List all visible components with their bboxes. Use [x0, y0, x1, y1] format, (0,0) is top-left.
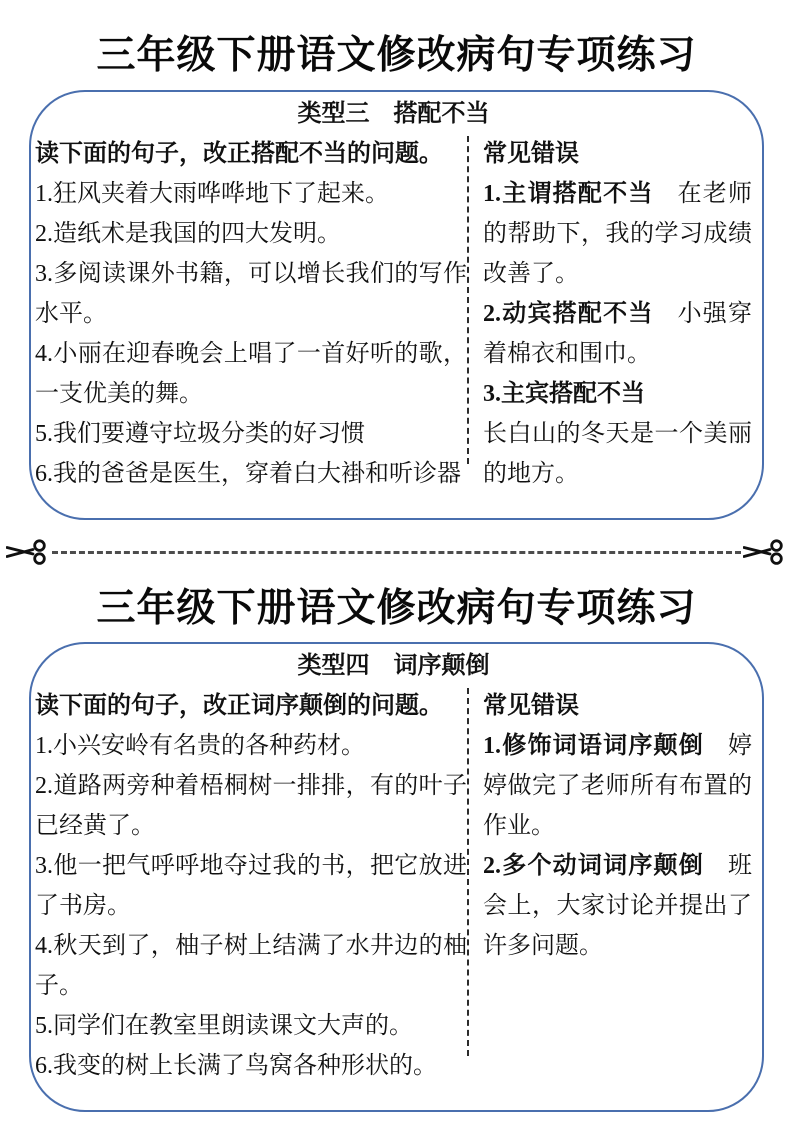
error-example-text: 婷婷做完了老师所有布置的作业。 [483, 733, 752, 839]
error-type-label: 2.多个动词词序颠倒 [483, 853, 704, 879]
worksheet-title: 三年级下册语文修改病句专项练习 [96, 34, 697, 77]
error-entry [483, 294, 752, 374]
two-column-layout [35, 686, 752, 1086]
type-subtitle: 类型四 词序颠倒 [297, 653, 490, 679]
exercise-item: 3.他一把气呼呼地夺过我的书，把它放进了书房。 [35, 853, 467, 919]
errors-heading: 常见错误 [483, 693, 579, 719]
error-type-label: 1.修饰词语词序颠倒 [483, 733, 704, 759]
column-divider [467, 136, 469, 464]
error-example-text: 班会上，大家讨论并提出了许多问题。 [483, 853, 752, 959]
exercise-item: 5.我们要遵守垃圾分类的好习惯 [35, 421, 365, 447]
worksheet-title: 三年级下册语文修改病句专项练习 [96, 587, 697, 630]
exercise-item: 4.秋天到了，柚子树上结满了水井边的柚子。 [35, 933, 467, 999]
exercise-heading: 读下面的句子，改正词序颠倒的问题。 [35, 693, 443, 719]
exercise-item: 1.狂风夹着大雨哗哗地下了起来。 [35, 181, 389, 207]
content-box [29, 90, 764, 520]
type-subtitle: 类型三 搭配不当 [297, 101, 490, 127]
error-entry [483, 374, 752, 494]
common-errors-column [483, 134, 752, 494]
scissors-icon [6, 537, 50, 567]
error-type-label: 3.主宾搭配不当 [483, 381, 645, 407]
error-entry [483, 846, 752, 966]
error-type-label: 2.动宾搭配不当 [483, 301, 654, 327]
error-type-label: 1.主谓搭配不当 [483, 181, 654, 207]
error-example-text: 小强穿着棉衣和围巾。 [483, 301, 753, 367]
error-entry [483, 174, 752, 294]
content-box [29, 642, 764, 1112]
exercise-item: 2.造纸术是我国的四大发明。 [35, 221, 341, 247]
exercise-item: 1.小兴安岭有名贵的各种药材。 [35, 733, 365, 759]
error-example-text: 在老师的帮助下，我的学习成绩改善了。 [483, 181, 753, 287]
two-column-layout [35, 134, 752, 494]
error-entry [483, 726, 752, 846]
scissors-icon [743, 537, 787, 567]
exercise-item: 4.小丽在迎春晚会上唱了一首好听的歌，一支优美的舞。 [35, 341, 467, 407]
dashed-cut-line [52, 551, 741, 554]
exercise-column [35, 686, 467, 1086]
errors-heading: 常见错误 [483, 141, 579, 167]
exercise-item: 5.同学们在教室里朗读课文大声的。 [35, 1013, 413, 1039]
exercise-item: 2.道路两旁种着梧桐树一排排，有的叶子已经黄了。 [35, 773, 467, 839]
exercise-column [35, 134, 467, 494]
common-errors-column [483, 686, 752, 1086]
exercise-item: 6.我的爸爸是医生，穿着白大褂和听诊器 [35, 461, 461, 487]
exercise-item: 6.我变的树上长满了鸟窝各种形状的。 [35, 1053, 437, 1079]
column-divider [467, 688, 469, 1056]
error-example-text: 长白山的冬天是一个美丽的地方。 [483, 421, 752, 487]
cut-line [6, 537, 787, 567]
worksheet-section-1 [0, 0, 793, 520]
worksheet-section-2 [0, 567, 793, 1112]
exercise-item: 3.多阅读课外书籍，可以增长我们的写作水平。 [35, 261, 467, 327]
exercise-heading: 读下面的句子，改正搭配不当的问题。 [35, 141, 443, 167]
